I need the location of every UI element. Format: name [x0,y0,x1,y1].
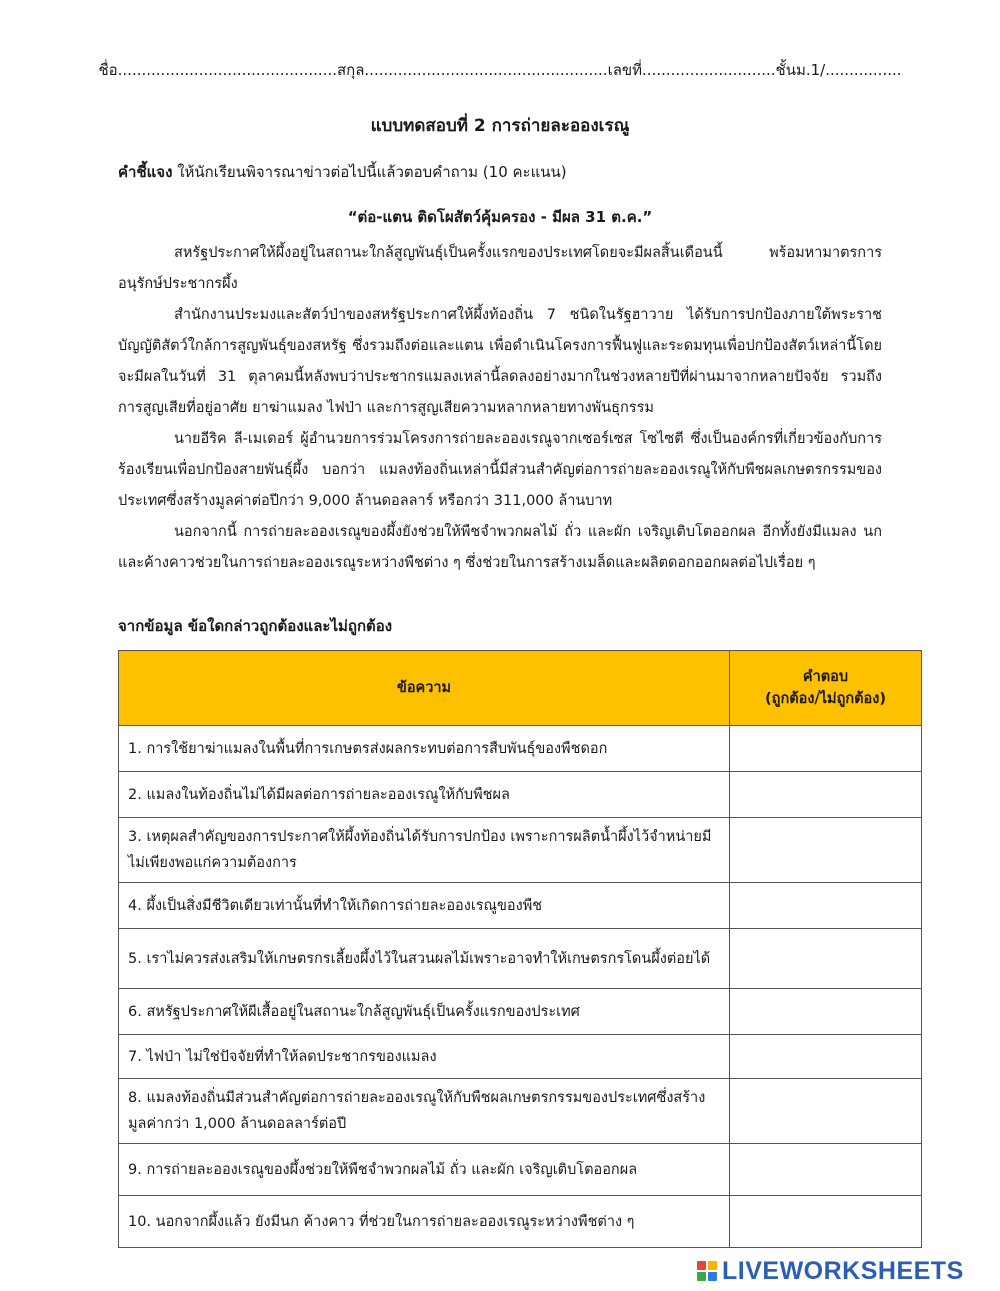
table-row [119,883,922,929]
statement-cell: 7. ไฟป่า ไม่ใช่ปัจจัยที่ทำให้ลดประชากรของแมลง [119,1035,730,1079]
answer-column-header [730,651,922,726]
answer-cell[interactable] [730,1144,922,1196]
answer-cell[interactable] [730,1035,922,1079]
table-header-row [119,651,922,726]
table-row [119,772,922,818]
statement-cell: 5. เราไม่ควรส่งเสริมให้เกษตรกรเลี้ยงผึ้งไว้ในสวนผลไม้เพราะอาจทำให้เกษตรกรโดนผึ้งต่อยได้ [119,929,730,989]
news-headline: “ต่อ-แตน ติดโผสัตว์คุ้มครอง - มีผล 31 ต.ค.” [347,208,653,226]
instruction-label: คำชี้แจง [118,163,173,181]
table-row [119,818,922,883]
statement-cell: 8. แมลงท้องถิ่นมีส่วนสำคัญต่อการถ่ายละอองเรณูให้กับพืชผลเกษตรกรรมของประเทศซึ่งสร้างมูลค่ากว่า 1,000 ล้านดอลลาร์ต่อปี [119,1079,730,1144]
statement-column-header: ข้อความ [119,651,730,726]
answer-cell[interactable] [730,929,922,989]
statement-cell: 1. การใช้ยาฆ่าแมลงในพื้นที่การเกษตรส่งผลกระทบต่อการสืบพันธุ์ของพืชดอก [119,726,730,772]
instruction [118,160,567,184]
news-article [118,238,882,579]
liveworksheets-logo [697,1257,964,1285]
page-title: แบบทดสอบที่ 2 การถ่ายละอองเรณู [370,116,630,136]
statement-cell: 4. ผึ้งเป็นสิ่งมีชีวิตเดียวเท่านั้นที่ทำให้เกิดการถ่ายละอองเรณูของพืช [119,883,730,929]
answer-cell[interactable] [730,772,922,818]
statement-cell: 2. แมลงในท้องถิ่นไม่ได้มีผลต่อการถ่ายละอองเรณูให้กับพืชผล [119,772,730,818]
statement-cell: 10. นอกจากผึ้งแล้ว ยังมีนก ค้างคาว ที่ช่วยในการถ่ายละอองเรณูระหว่างพืชต่าง ๆ [119,1196,730,1248]
table-row [119,1035,922,1079]
student-info-line: ชื่อ..............................................สกุล...................................................เลขที่............................ชั้นม.1/................ [98,61,902,79]
news-paragraph: นายอีริค ลี-เมเดอร์ ผู้อำนวยการร่วมโครงการถ่ายละอองเรณูจากเซอร์เซส โซไซตี ซึ่งเป็นองค์กรที่เกี่ยวข้องกับการร้องเรียนเพื่อปกป้องสายพันธุ์ผึ้ง บอกว่า แมลงท้องถิ่นเหล่านี้มีส่วนสำคัญต่อการถ่ายละอองเรณูให้กับพืชผลเกษตรกรรมของประเทศซึ่งสร้างมูลค่าต่อปีกว่า 9,000 ล้านดอลลาร์ หรือกว่า 311,000 ล้านบาท [118,431,882,509]
answer-cell[interactable] [730,883,922,929]
logo-squares-icon [697,1261,717,1281]
answer-cell[interactable] [730,818,922,883]
answer-cell[interactable] [730,989,922,1035]
news-paragraph: สำนักงานประมงและสัตว์ป่าของสหรัฐประกาศให้ผึ้งท้องถิ่น 7 ชนิดในรัฐฮาวาย ได้รับการปกป้องภายใต้พระราชบัญญัติสัตว์ใกล้การสูญพันธุ์ของสหรัฐ ซึ่งรวมถึงต่อและแตน เพื่อดำเนินโครงการฟื้นฟูและระดมทุนเพื่อปกป้องสัตว์เหล่านี้โดยจะมีผลในวันที่ 31 ตุลาคมนี้หลังพบว่าประชากรแมลงเหล่านี้ลดลงอย่างมากในช่วงหลายปีที่ผ่านมาจากหลายปัจจัย รวมถึงการสูญเสียที่อยู่อาศัย ยาฆ่าแมลง ไฟป่า และการสูญเสียความหลากหลายทางพันธุกรรม [118,307,882,416]
statement-cell: 9. การถ่ายละอองเรณูของผึ้งช่วยให้พืชจำพวกผลไม้ ถั่ว และผัก เจริญเติบโตออกผล [119,1144,730,1196]
news-paragraph: นอกจากนี้ การถ่ายละอองเรณูของผึ้งยังช่วยให้พืชจำพวกผลไม้ ถั่ว และผัก เจริญเติบโตออกผล อีกทั้งยังมีแมลง นก และค้างคาวช่วยในการถ่ายละอองเรณูระหว่างพืชต่าง ๆ ซึ่งช่วยในการสร้างเมล็ดและผลิตดอกออกผลต่อไปเรื่อย ๆ [118,524,882,571]
answer-cell[interactable] [730,1196,922,1248]
table-row [119,1144,922,1196]
table-row [119,726,922,772]
table-row [119,1196,922,1248]
instruction-text: ให้นักเรียนพิจารณาข่าวต่อไปนี้แล้วตอบคำถาม (10 คะแนน) [172,163,567,181]
table-row [119,929,922,989]
statement-cell: 3. เหตุผลสำคัญของการประกาศให้ผึ้งท้องถิ่นได้รับการปกป้อง เพราะการผลิตน้ำผึ้งไว้จำหน่ายมีไม่เพียงพอแก่ความต้องการ [119,818,730,883]
answer-header-line1: คำตอบ [802,669,849,685]
table-row [119,989,922,1035]
answer-table [118,650,922,1248]
answer-cell[interactable] [730,726,922,772]
question-heading: จากข้อมูล ข้อใดกล่าวถูกต้องและไม่ถูกต้อง [118,617,393,635]
logo-text: LIVEWORKSHEETS [722,1256,964,1285]
table-row [119,1079,922,1144]
answer-cell[interactable] [730,1079,922,1144]
statement-cell: 6. สหรัฐประกาศให้ผีเสื้ออยู่ในสถานะใกล้สูญพันธุ์เป็นครั้งแรกของประเทศ [119,989,730,1035]
answer-header-line2: (ถูกต้อง/ไม่ถูกต้อง) [765,691,886,707]
news-paragraph: สหรัฐประกาศให้ผึ้งอยู่ในสถานะใกล้สูญพันธุ์เป็นครั้งแรกของประเทศโดยจะมีผลสิ้นเดือนนี้ พร้อมหามาตรการอนุรักษ์ประชากรผึ้ง [118,245,882,292]
